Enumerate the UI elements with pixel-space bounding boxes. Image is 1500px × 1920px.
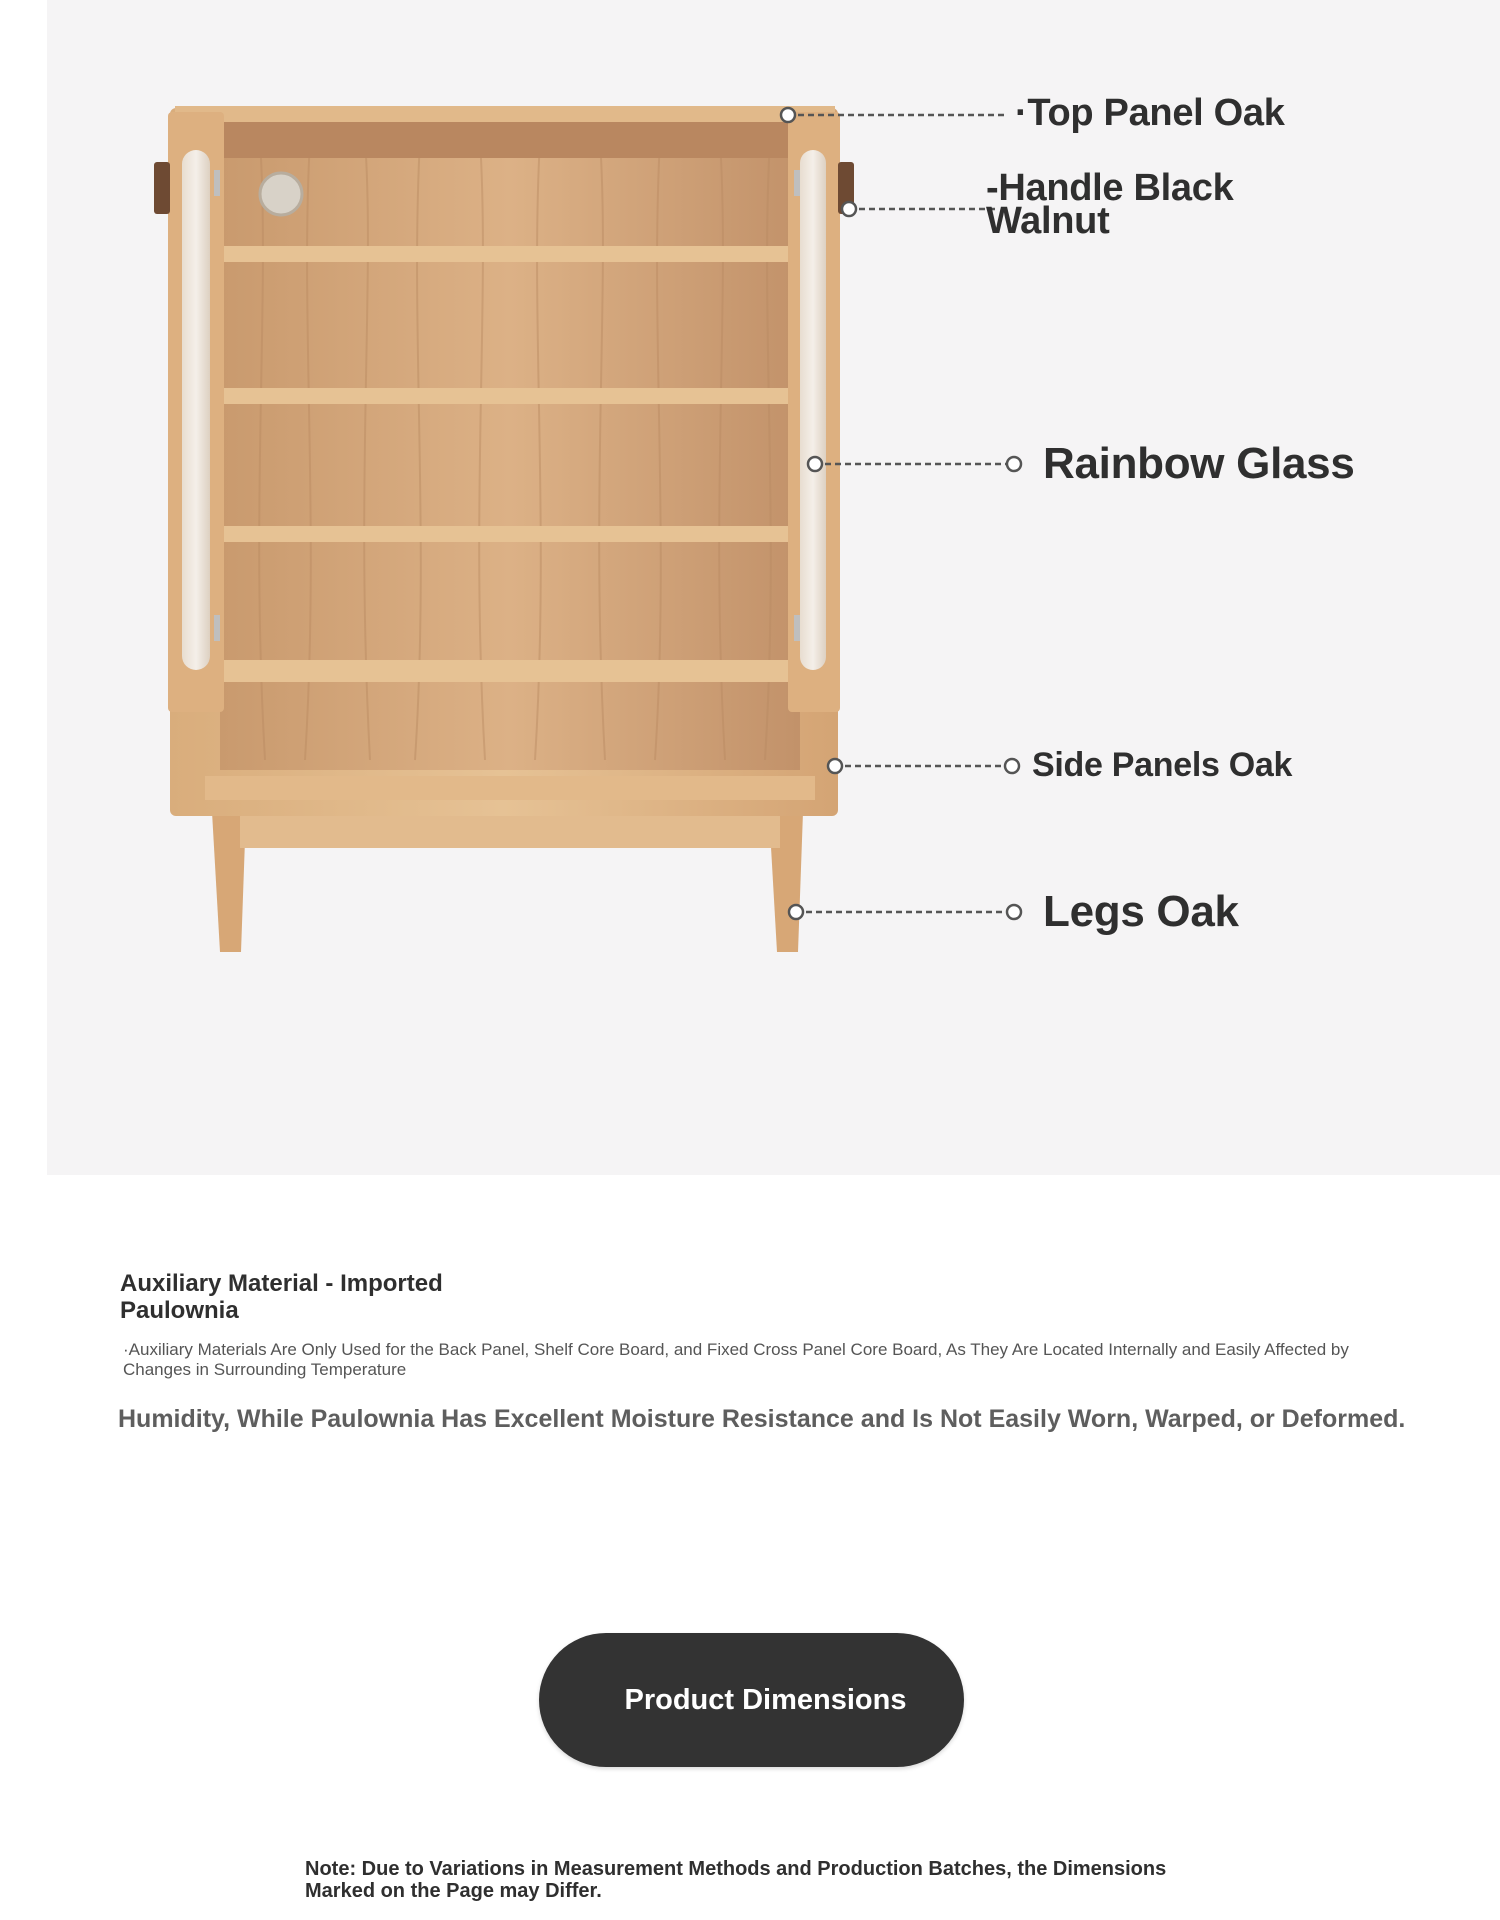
product-dimensions-label: Product Dimensions [624,1683,907,1716]
left-door [168,112,224,712]
left-handle [154,162,170,214]
cabinet-legs [212,812,803,952]
sensor-light [260,173,302,215]
top-panel [175,106,835,122]
dimensions-note: Note: Due to Variations in Measurement Methods and Production Batches, the Dimensions Marked on the Page may Differ. [305,1858,1167,1902]
product-dimensions-button[interactable] [539,1633,964,1767]
auxiliary-material-description: ·Auxiliary Materials Are Only Used for the Back Panel, Shelf Core Board, and Fixed Cross Panel Core Board, As They Are Located Internally and Easily Affected by Changes in Surrounding Temperature [123,1340,1349,1379]
callout-legs: Legs Oak [1043,887,1239,936]
callout-top-panel: ·Top Panel Oak [1015,92,1285,134]
callout-side-panels: Side Panels Oak [1032,746,1293,784]
callout-glass: Rainbow Glass [1043,439,1355,488]
right-door [788,112,840,712]
auxiliary-material-humidity: Humidity, While Paulownia Has Excellent Moisture Resistance and Is Not Easily Worn, Warped, or Deformed. [118,1405,1406,1433]
callout-handle: -Handle Black Walnut [986,167,1234,242]
auxiliary-material-title: Auxiliary Material - Imported Paulownia [120,1270,443,1324]
